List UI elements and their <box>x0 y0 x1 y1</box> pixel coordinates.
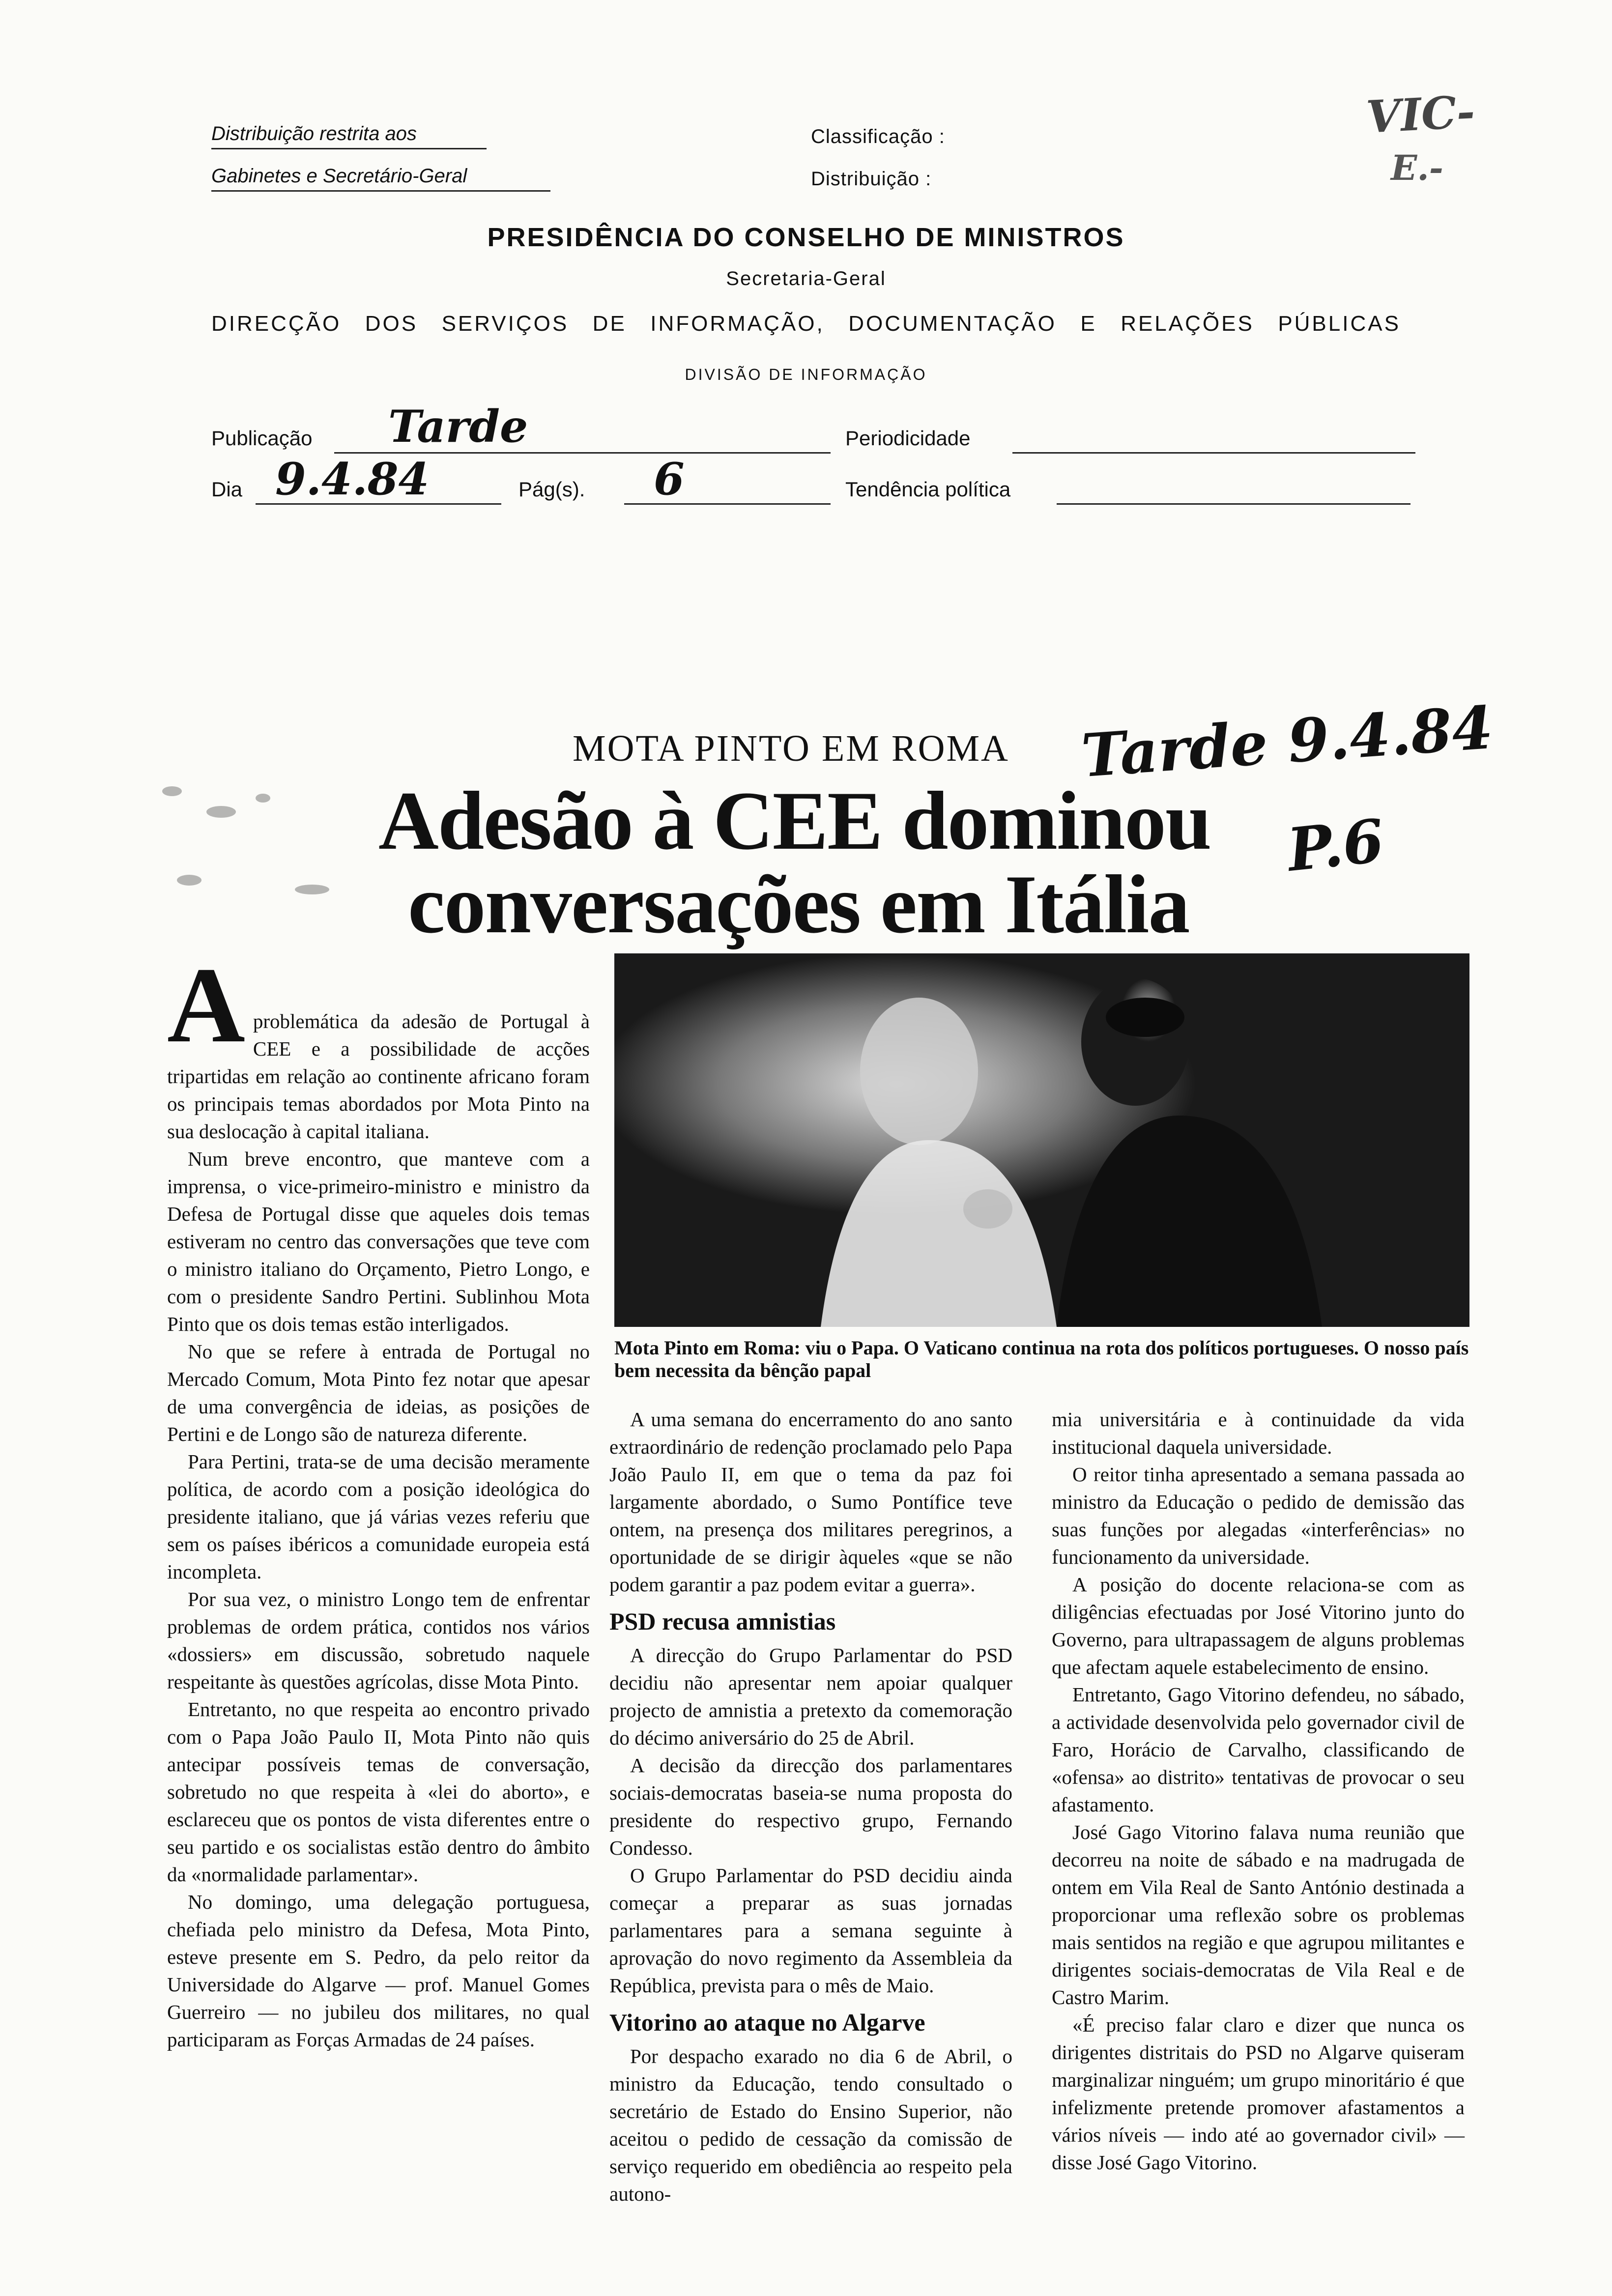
scan-speck <box>206 806 236 818</box>
paragraph: Por sua vez, o ministro Longo tem de enfrentar problemas de ordem prática, contidos nos vários «dossiers» em discussão, sobretudo naquele respeitante às questões agrícolas, disse Mota Pinto. <box>167 1588 590 1693</box>
directorate-line <box>0 312 1612 336</box>
drop-cap: A <box>167 945 245 1065</box>
organization-title: PRESIDÊNCIA DO CONSELHO DE MINISTROS <box>487 223 1125 252</box>
headline-line-1: Adesão à CEE dominou <box>378 775 1211 867</box>
scan-speck <box>256 794 270 803</box>
political-tendency-field <box>1057 474 1410 505</box>
paragraph: Por despacho exarado no dia 6 de Abril, o ministro da Educação, tendo consultado o secretário de Estado do Ensino Superior, não aceitou o pedido de cessação da comissão de serviço requerido em obediência ao respeito pela autono- <box>609 2045 1012 2205</box>
section-heading: Vitorino ao ataque no Algarve <box>609 2009 925 2036</box>
directorate-word: RELAÇÕES <box>1121 312 1254 336</box>
article-photo <box>614 953 1469 1327</box>
publication-value: Tarde <box>388 401 528 453</box>
photo-caption: Mota Pinto em Roma: viu o Papa. O Vaticano continua na rota dos políticos portugueses. O nosso país bem necessita da bênção papal <box>614 1337 1469 1381</box>
secretariat-subtitle: Secretaria-Geral <box>726 268 886 289</box>
article-column-2 <box>609 1406 1012 2208</box>
political-tendency-label: Tendência política <box>845 478 1011 501</box>
paragraph: A uma semana do encerramento do ano santo extraordinário de redenção proclamado pelo Papa João Paulo II, em que o tema da paz foi largamente abordado, o Sumo Pontífice teve ontem, na presença dos militares peregrinos, a oportunidade de se dirigir àqueles «que se não podem garantir a paz podem evitar a guerra». <box>609 1408 1012 1596</box>
day-label: Dia <box>211 478 243 501</box>
scan-speck <box>162 786 182 796</box>
directorate-word: DOCUMENTAÇÃO <box>848 312 1057 336</box>
article-column-1 <box>167 945 590 2053</box>
directorate-word: DOS <box>365 312 418 336</box>
directorate-word: DIRECÇÃO <box>211 312 342 336</box>
periodicity-field <box>1012 423 1415 454</box>
directorate-word: INFORMAÇÃO, <box>650 312 825 336</box>
corner-handwritten-note-2: E.- <box>1391 147 1443 188</box>
directorate-word: E <box>1080 312 1097 336</box>
distribution-label: Distribuição : <box>811 168 932 190</box>
classification-label: Classificação : <box>811 126 945 147</box>
periodicity-label: Periodicidade <box>845 427 971 450</box>
article-kicker: MOTA PINTO EM ROMA <box>573 728 1009 769</box>
paragraph: Entretanto, no que respeita ao encontro privado com o Papa João Paulo II, Mota Pinto não quis antecipar possíveis temas de conversação, sobretudo no que respeita à «lei do aborto», e esclareceu que os pontos de vista diferentes entre o seu partido e os socialistas estão dentro do âmbito da «normalidade parlamentar». <box>167 1698 590 1886</box>
scan-speck <box>177 875 202 886</box>
distribution-line-2: Gabinetes e Secretário-Geral <box>211 165 550 192</box>
paragraph: No domingo, uma delegação portuguesa, chefiada pelo ministro da Defesa, Mota Pinto, esteve presente em S. Pedro, da pelo reitor da Universidade do Algarve — prof. Manuel Gomes Guerreiro — no jubileu dos militares, no qual participaram as Forças Armadas de 24 países. <box>167 1891 590 2051</box>
day-value: 9.4.84 <box>275 453 430 505</box>
paragraph: Num breve encontro, que manteve com a imprensa, o vice-primeiro-ministro e ministro da Defesa de Portugal disse que aqueles dois temas estiveram no centro das conversações que teve com o ministro italiano do Orçamento, Pietro Longo, e com o presidente Sandro Pertini. Sublinhou Mota Pinto que os dois temas estão interligados. <box>167 1148 590 1335</box>
division-label: DIVISÃO DE INFORMAÇÃO <box>685 366 927 383</box>
section-heading: PSD recusa amnistias <box>609 1607 836 1635</box>
directorate-word: DE <box>592 312 627 336</box>
paragraph: Para Pertini, trata-se de uma decisão meramente política, de acordo com a posição ideológica do presidente italiano, que já várias vezes referiu que sem os países ibéricos a comunidade europeia está incompleta. <box>167 1450 590 1583</box>
directorate-word: SERVIÇOS <box>441 312 569 336</box>
pages-label: Pág(s). <box>518 478 585 501</box>
paragraph: A direcção do Grupo Parlamentar do PSD decidiu não apresentar nem apoiar qualquer projecto de amnistia a pretexto da comemoração do décimo aniversário do 25 de Abril. <box>609 1644 1012 1749</box>
paragraph: No que se refere à entrada de Portugal no Mercado Comum, Mota Pinto fez notar que apesar de uma convergência de ideias, as posições de Pertini e de Longo são de natureza diferente. <box>167 1340 590 1445</box>
paragraph: O reitor tinha apresentado a semana passada ao ministro da Educação o pedido de demissão das suas funções por alegadas «interferências» no funcionamento da universidade. <box>1052 1463 1465 1568</box>
paragraph: Entretanto, Gago Vitorino defendeu, no sábado, a actividade desenvolvida pelo governador civil de Faro, Horácio de Carvalho, classificando de «ofensa» ao distrito» tentativas de provocar o seu afastamento. <box>1052 1683 1465 1816</box>
paragraph: A posição do docente relaciona-se com as diligências efectuadas por José Vitorino junto do Governo, para ultrapassagem de alguns problemas que afectam aquele estabelecimento de ensino. <box>1052 1573 1465 1678</box>
paragraph: José Gago Vitorino falava numa reunião que decorreu na noite de sábado e na madrugada de ontem em Vila Real de Santo António destinada a proporcionar uma reflexão sobre os problemas mais sentidos na região e que agrupou militantes e dirigentes sociais-democratas de Vila Real e de Castro Marim. <box>1052 1821 1465 2009</box>
distribution-line-1: Distribuição restrita aos <box>211 123 487 149</box>
photo-image <box>614 953 1469 1327</box>
paragraph: O Grupo Parlamentar do PSD decidiu ainda começar a preparar as suas jornadas parlamentares para a semana seguinte à aprovação do novo regimento da Assembleia da República, prevista para o mês de Maio. <box>609 1864 1012 1997</box>
handwritten-source-note: Tarde 9.4.84 <box>1079 692 1496 791</box>
paragraph: «É preciso falar claro e dizer que nunca os dirigentes distritais do PSD no Algarve quiseram marginalizar ninguém; um grupo minoritário é que infelizmente pretende promover afastamentos a vários níveis — indo até ao governador civil» — disse José Gago Vitorino. <box>1052 2013 1465 2174</box>
article-column-3 <box>1052 1406 1465 2176</box>
pages-value: 6 <box>654 453 685 505</box>
handwritten-page-note: P.6 <box>1284 806 1387 885</box>
paragraph: mia universitária e à continuidade da vida institucional daquela universidade. <box>1052 1408 1465 1458</box>
scan-speck <box>295 885 329 894</box>
paragraph: problemática da adesão de Portugal à CEE e a possibilidade de acções tripartidas em relação ao continente africano foram os principais temas abordados por Mota Pinto na sua deslocação à capital italiana. <box>167 1010 590 1143</box>
headline-line-2: conversações em Itália <box>408 858 1189 950</box>
directorate-word: PÚBLICAS <box>1278 312 1401 336</box>
corner-handwritten-note-1: VIC- <box>1365 86 1476 144</box>
publication-label: Publicação <box>211 427 313 450</box>
paragraph: A decisão da direcção dos parlamentares sociais-democratas baseia-se numa proposta do presidente do respectivo grupo, Fernando Condesso. <box>609 1754 1012 1859</box>
